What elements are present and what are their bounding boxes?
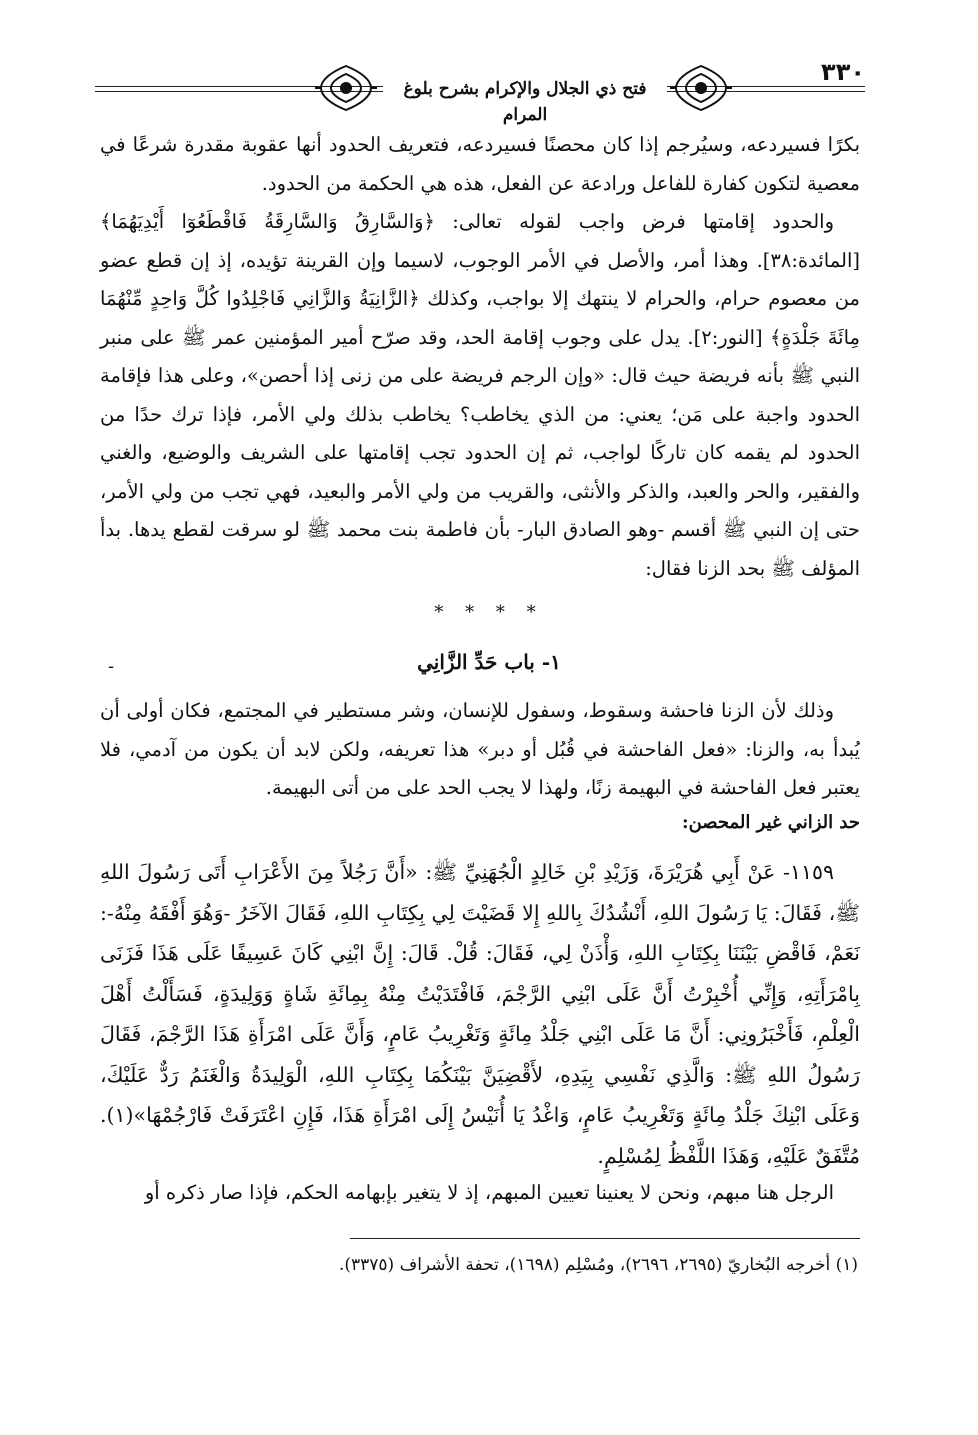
footnote-rule xyxy=(350,1238,860,1239)
chapter-dash: - xyxy=(108,656,115,677)
paragraph: بكرًا فسيردعه، وسيُرجم إذا كان محصنًا فسيردعه، فتعريف الحدود أنها عقوبة مقدرة شرعًا في معصية لتكون كفارة للفاعل ورادعة عن الفعل، هذه هي الحكمة من الحدود. xyxy=(100,133,860,195)
intro-section xyxy=(100,126,860,588)
section-separator: * * * * xyxy=(434,602,544,623)
hadith-text: ١١٥٩- عَنْ أَبِي هُرَيْرَةَ، وَزَيْدِ بْنِ خَالِدٍ الْجُهَنِيِّ ﷺ: «أَنَّ رَجُلاً مِنَ الأَعْرَابِ أَتَى رَسُولَ اللهِ ﷺ، فَقَالَ: يَا رَسُولَ اللهِ، أَنْشُدُكَ بِاللهِ إِلا قَضَيْتَ لِي بِكِتَابِ اللهِ، فَقَالَ الآخَرُ -وَهُوَ أَفْقَهُ مِنْهُ-: نَعَمْ، فَاقْضِ بَيْنَنَا بِكِتَابِ اللهِ، وَأْذَنْ لِي، فَقَالَ: قُلْ. قَالَ: إِنَّ ابْنِي كَانَ عَسِيفًا عَلَى هَذَا فَزَنَى بِامْرَأَتِهِ، وَإِنِّي أُخْبِرْتُ أَنَّ عَلَى ابْنِي الرَّجْمَ، فَافْتَدَيْتُ مِنْهُ بِمِائَةِ شَاةٍ وَوَلِيدَةٍ، فَسَأَلْتُ أَهْلَ الْعِلْمِ، فَأَخْبَرُونِي: أَنَّ مَا عَلَى ابْنِي جَلْدُ مِائَةٍ وَتَغْرِيبُ عَامٍ، وَأَنَّ عَلَى امْرَأَةِ هَذَا الرَّجْمَ، فَقَالَ رَسُولُ اللهِ ﷺ: وَالَّذِي نَفْسِي بِيَدِهِ، لأَقْضِيَنَّ بَيْنَكُمَا بِكِتَابِ اللهِ، الْوَلِيدَةُ وَالْغَنَمُ رَدٌّ عَلَيْكَ، وَعَلَى ابْنِكَ جَلْدُ مِائَةٍ وَتَغْرِيبُ عَامٍ، وَاغْدُ يَا أُنَيْسُ إِلَى امْرَأَةِ هَذَا، فَإِنِ اعْتَرَفَتْ فَارْجُمْهَا»(١). مُتَّفَقٌ عَلَيْهِ، وَهَذَا اللَّفْظُ لِمُسْلِمٍ. xyxy=(100,860,860,1168)
header-ornament-left-icon xyxy=(315,62,377,114)
paragraph: الرجل هنا مبهم، ونحن لا يعنينا تعيين المبهم، إذ لا يتغير بإبهامه الحكم، فإذا صار ذكره أو xyxy=(144,1181,834,1204)
page-number: ٣٣٠ xyxy=(815,58,865,86)
page-header xyxy=(95,58,865,125)
paragraph: وذلك لأن الزنا فاحشة وسقوط، وسفول للإنسان، وشر مستطير في المجتمع، فكان أولى أن يُبدأ به، والزنا: «فعل الفاحشة في قُبُل أو دبر» هذا تعريفه، ولكن لابد أن يكون من آدمي، فلا يعتبر فعل الفاحشة في البهيمة زنًا، ولهذا لا يجب الحد على من أتى البهيمة. xyxy=(100,699,860,799)
closing-section xyxy=(100,1174,860,1213)
header-ornament-right-icon xyxy=(670,62,732,114)
hadith-section xyxy=(100,852,860,1176)
paragraph: والحدود إقامتها فرض واجب لقوله تعالى: ﴿وَالسَّارِقُ وَالسَّارِقَةُ فَاقْطَعُوٓا أَيْدِيَهُمَا﴾ [المائدة:٣٨]. وهذا أمر، والأصل في الأمر الوجوب، لاسيما وإن القرينة تؤيده، إذ إن قطع عضو من معصوم حرام، والحرام لا ينتهك إلا بواجب، وكذلك ﴿الزَّانِيَةُ وَالزَّانِي فَاجْلِدُوا كُلَّ وَاحِدٍ مِّنْهُمَا مِائَةَ جَلْدَةٍ﴾ [النور:٢]. يدل على وجوب إقامة الحد، وقد صرّح أمير المؤمنين عمر ﷺ على منبر النبي ﷺ بأنه فريضة حيث قال: «وإن الرجم فريضة على من زنى إذا أحصن»، وعلى هذا فإقامة الحدود واجبة على مَن؛ يعني: من الذي يخاطب؟ يخاطب بذلك ولي الأمر، فإذا ترك حدًا من الحدود لم يقمه كان تاركًا لواجب، ثم إن الحدود تجب إقامتها على الشريف والوضيع، والغني والفقير، والحر والعبد، والذكر والأنثى، والقريب من ولي الأمر والبعيد، فهي تجب من ولي الأمر، حتى إن النبي ﷺ أقسم -وهو الصادق البار- بأن فاطمة بنت محمد ﷺ لو سرقت لقطع يدها. بدأ المؤلف ﷺ بحد الزنا فقال: xyxy=(100,210,860,580)
footnote: (١) أخرجه البُخاريّ (٢٦٩٥، ٢٦٩٦)، ومُسْلِم (١٦٩٨)، تحفة الأشراف (٣٣٧٥). xyxy=(338,1255,858,1275)
chapter-section xyxy=(100,692,860,808)
chapter-title: ١- باب حَدِّ الزَّانِي xyxy=(417,650,561,674)
subheading: حد الزاني غير المحصن: xyxy=(681,812,860,833)
book-title: فتح ذي الجلال والإكرام بشرح بلوغ المرام xyxy=(383,76,667,128)
